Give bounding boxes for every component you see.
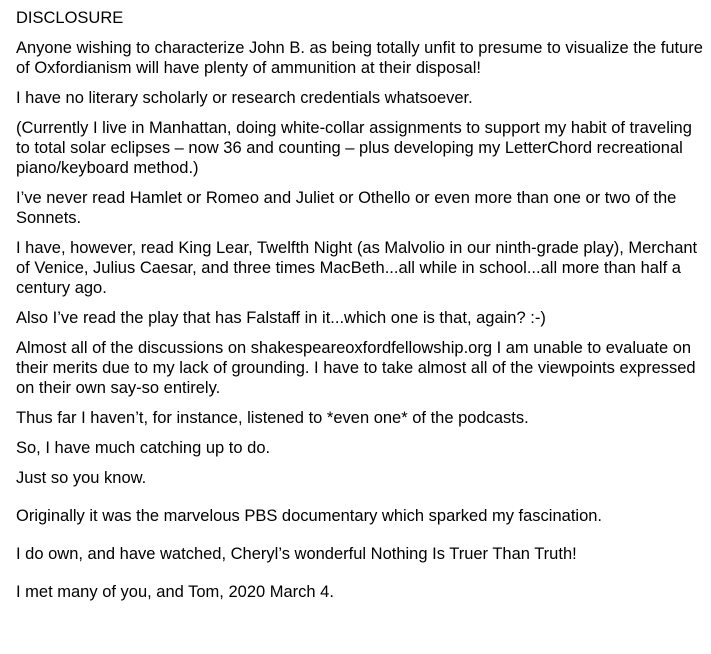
paragraph-just-so: Just so you know.	[16, 469, 147, 487]
paragraph-manhattan: (Currently I live in Manhattan, doing white-collar assignments to support my habit of traveling to total solar eclipses – now 36 and counting – plus developing my LetterChord recreational piano/keyboard method.)	[16, 119, 692, 177]
paragraph-falstaff: Also I’ve read the play that has Falstaff in it...which one is that, again? :-)	[16, 309, 546, 327]
paragraph-credentials: I have no literary scholarly or research credentials whatsoever.	[16, 89, 473, 107]
paragraph-have-read: I have, however, read King Lear, Twelfth Night (as Malvolio in our ninth-grade play), Merchant of Venice, Julius Caesar, and three times MacBeth...all while in school...all more than half a century ago.	[16, 239, 698, 297]
paragraph-ammunition: Anyone wishing to characterize John B. as being totally unfit to presume to visualize the future of Oxfordianism will have plenty of ammunition at their disposal!	[16, 39, 703, 77]
paragraph-met: I met many of you, and Tom, 2020 March 4.	[16, 583, 334, 601]
paragraph-pbs: Originally it was the marvelous PBS documentary which sparked my fascination.	[16, 507, 602, 525]
document-heading: DISCLOSURE	[16, 9, 124, 27]
paragraph-discussions: Almost all of the discussions on shakespeareoxfordfellowship.org I am unable to evaluate on their merits due to my lack of grounding. I have to take almost all of the viewpoints expressed on their own say-so entirely.	[16, 339, 696, 397]
paragraph-never-read: I’ve never read Hamlet or Romeo and Juliet or Othello or even more than one or two of the Sonnets.	[16, 189, 677, 227]
paragraph-cheryl: I do own, and have watched, Cheryl’s wonderful Nothing Is Truer Than Truth!	[16, 545, 577, 563]
paragraph-catching-up: So, I have much catching up to do.	[16, 439, 271, 457]
paragraph-podcasts: Thus far I haven’t, for instance, listened to *even one* of the podcasts.	[16, 409, 529, 427]
